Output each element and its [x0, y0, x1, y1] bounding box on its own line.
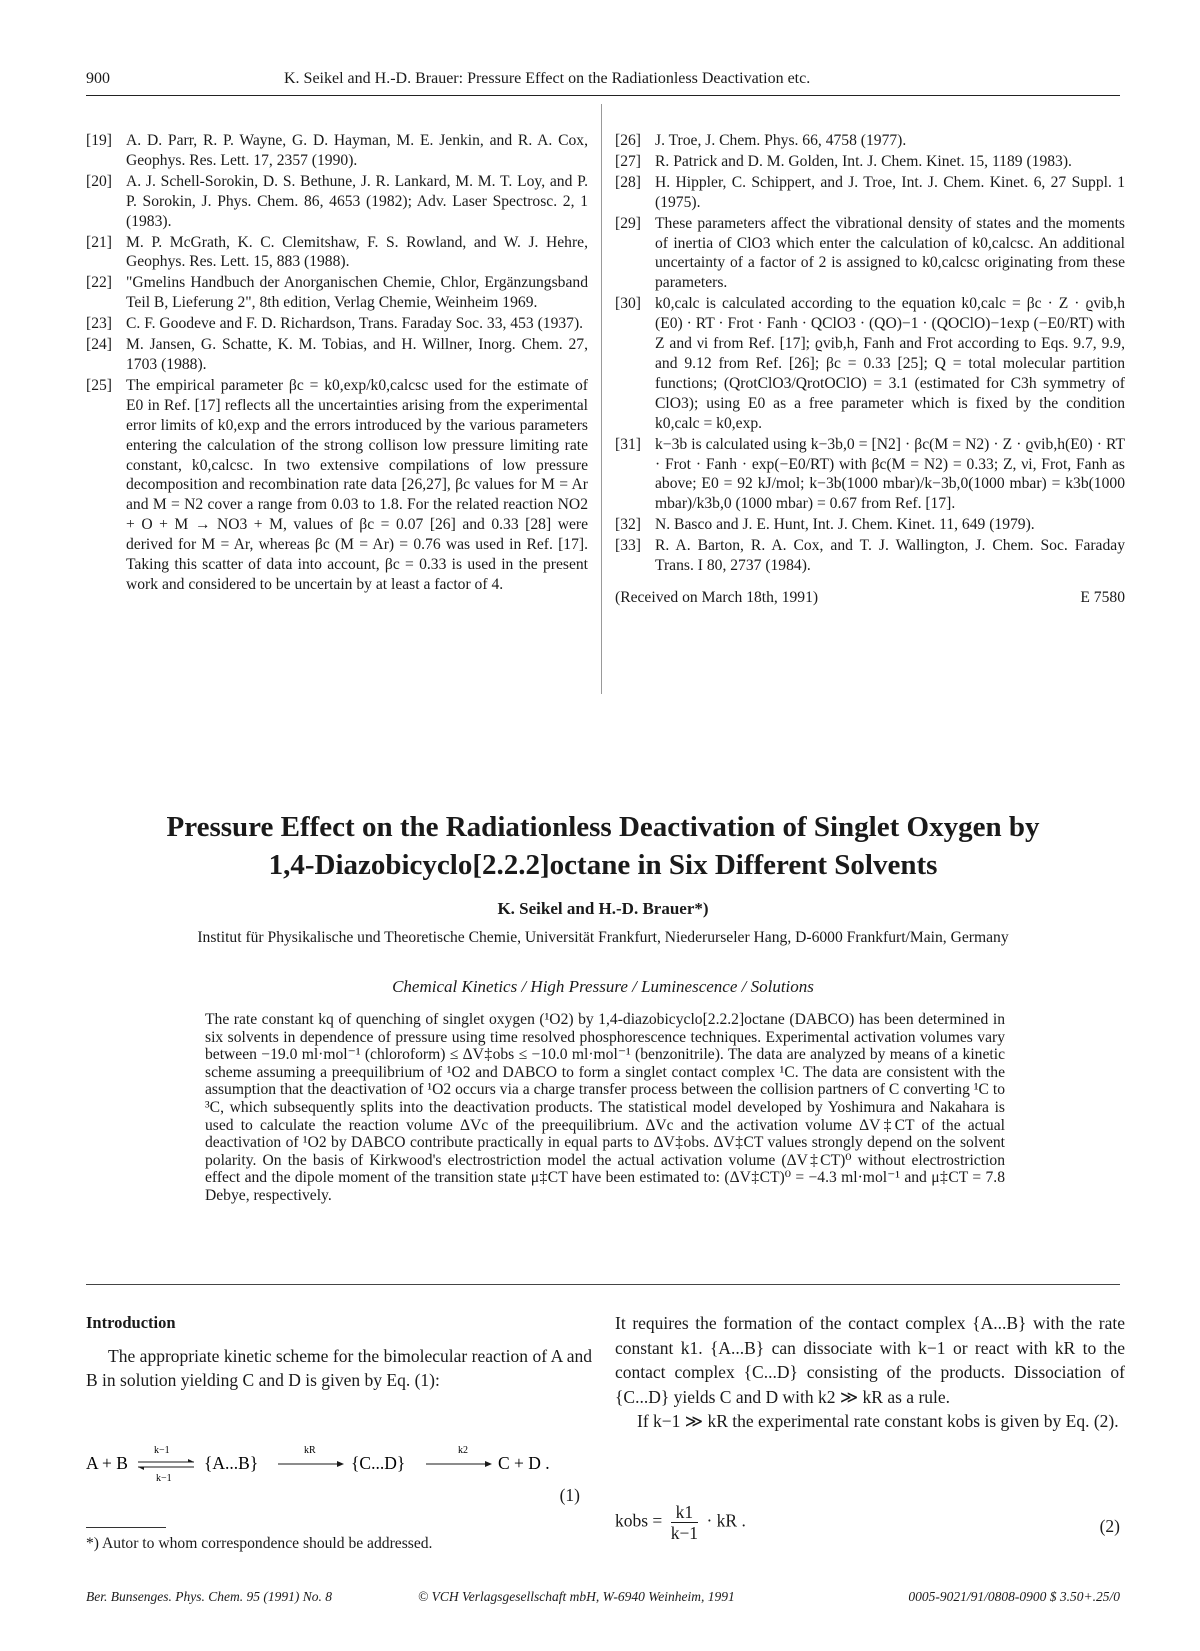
section-heading: Introduction [86, 1313, 176, 1332]
reference-item [86, 314, 588, 334]
article-affiliation: Institut für Physikalische und Theoretische Chemie, Universität Frankfurt, Niederurseler Hang, D-6000 Frankfurt/Main, Germany [197, 929, 1009, 946]
reference-item [86, 376, 588, 595]
eq1-products: C + D . [498, 1453, 550, 1473]
reference-number: [20] [86, 172, 112, 190]
reference-item [86, 273, 588, 313]
reference-text: M. Jansen, G. Schatte, K. M. Tobias, and H. Willner, Inorg. Chem. 27, 1703 (1988). [126, 336, 588, 373]
reference-item [615, 435, 1125, 515]
reference-text: A. D. Parr, R. P. Wayne, G. D. Hayman, M. E. Jenkin, and R. A. Cox, Geophys. Res. Lett. 17, 2357 (1990). [126, 132, 588, 169]
reference-number: [25] [86, 376, 112, 394]
reference-text: H. Hippler, C. Schippert, and J. Troe, Int. J. Chem. Kinet. 6, 27 Suppl. 1 (1975). [655, 173, 1125, 211]
eq2-fraction [671, 1502, 698, 1543]
equation-1-label: (1) [559, 1485, 580, 1505]
reference-number: [23] [86, 315, 112, 333]
footer-code: 0005-9021/91/0808-0900 $ 3.50+.25/0 [908, 1589, 1120, 1604]
reference-text: C. F. Goodeve and F. D. Richardson, Trans. Faraday Soc. 33, 453 (1937). [126, 315, 584, 333]
reference-number: [24] [86, 336, 112, 354]
reference-item [615, 131, 1125, 151]
received-line [615, 588, 1125, 608]
introduction-left [86, 1311, 592, 1393]
eq2-numerator: k1 [671, 1502, 698, 1523]
reference-item [615, 294, 1125, 433]
reference-text: The empirical parameter βc = k0,exp/k0,calcsc used for the estimate of E0 in Ref. [17] reflects all the uncertainties arising from the experimental error limits of k0,exp and the errors introduced by the various parameters entering the calculation of the strong collison low pressure limiting rate constant, k0,calcsc. In two extensive compilations of low pressure decomposition and recombination rate data [26,27], βc values for M = Ar and M = N2 cover a range from 0.03 to 1.8. For the related reaction NO2 + O + M → NO3 + M, values of βc = 0.07 [26] and 0.33 [28] were derived for M = Ar, whereas βc (M = Ar) = 0.76 was used in Ref. [17]. Taking this scatter of data into account, βc = 0.33 is used in the present work and considered to be uncertain by at least a factor of 4. [126, 376, 588, 593]
reference-text: "Gmelins Handbuch der Anorganischen Chemie, Chlor, Ergänzungsband Teil B, Lieferung 2", 8th edition, Verlag Chemie, Weinheim 1969. [126, 274, 588, 312]
eq1-complex-ab: {A...B} [204, 1453, 259, 1473]
reference-number: [29] [615, 214, 641, 232]
reference-number: [19] [86, 132, 112, 149]
equation-2 [615, 1502, 1120, 1552]
intro-paragraph: The appropriate kinetic scheme for the bimolecular reaction of A and B in solution yielding C and D is given by Eq. (1): [86, 1345, 592, 1390]
reference-number: [22] [86, 274, 112, 292]
reference-number: [30] [615, 295, 641, 313]
reference-item [615, 536, 1125, 576]
introduction-right [615, 1311, 1125, 1434]
running-title: K. Seikel and H.-D. Brauer: Pressure Effect on the Radiationless Deactivation etc. [284, 70, 811, 87]
reference-item [615, 515, 1125, 535]
forward-arrowhead-icon [188, 1459, 194, 1462]
reference-text: M. P. McGrath, K. C. Clemitshaw, F. S. Rowland, and W. J. Hehre, Geophys. Res. Lett. 15, 883 (1988). [126, 233, 588, 271]
reference-item [86, 172, 588, 232]
article-abstract: The rate constant kq of quenching of singlet oxygen (¹O2) by 1,4-diazobicyclo[2.2.2]octane (DABCO) has been determined in six solvents in dependence of pressure using time resolved phosphorescence techniques. Experimental activation volumes vary between −19.0 ml·mol⁻¹ (chloroform) ≤ ΔV‡obs ≤ −10.0 ml·mol⁻¹ (benzonitrile). The data are analyzed by means of a kinetic scheme assuming a preequilibrium of ¹O2 and DABCO to form a singlet contact complex ¹C. The data are consistent with the assumption that the deactivation of ¹O2 occurs via a charge transfer process between the collision partners of C converting ¹C to ³C, which subsequently splits into the deactivation products. The statistical model developed by Yoshimura and Nakahara is used to calculate the reaction volume ΔVc of the preequilibrium. ΔVc and the activation volume ΔV‡CT of the actual deactivation of ¹O2 by DABCO contribute practically in equal parts to ΔV‡obs. ΔV‡CT values strongly depend on the solvent polarity. On the basis of Kirkwood's electrostriction model the actual activation volume (ΔV‡CT)⁰ without electrostriction effect and the dipole moment of the transition state μ‡CT have been estimated to: (ΔV‡CT)⁰ = −4.3 ml·mol⁻¹ and μ‡CT = 7.8 Debye, respectively. [205, 1011, 1005, 1204]
reference-number: [33] [615, 537, 641, 555]
reference-number: [27] [615, 152, 641, 170]
article-title [86, 808, 1120, 884]
eq1-kr: kR [304, 1445, 316, 1456]
footer-publisher: © VCH Verlagsgesellschaft mbH, W-6940 Weinheim, 1991 [418, 1589, 735, 1604]
eq2-tail: · kR . [706, 1510, 746, 1531]
reference-number: [31] [615, 435, 641, 453]
references-left-column [86, 131, 588, 596]
footer-journal: Ber. Bunsenges. Phys. Chem. 95 (1991) No. 8 [86, 1589, 332, 1604]
reference-item [615, 214, 1125, 294]
reference-number: [32] [615, 516, 641, 534]
article-keywords: Chemical Kinetics / High Pressure / Luminescence / Solutions [392, 977, 814, 996]
reference-text: R. Patrick and D. M. Golden, Int. J. Chem. Kinet. 15, 1189 (1983). [655, 152, 1072, 170]
reaction-scheme [86, 1443, 556, 1483]
reference-text: N. Basco and J. E. Hunt, Int. J. Chem. Kinet. 11, 649 (1979). [655, 516, 1035, 534]
reference-text: These parameters affect the vibrational density of states and the moments of inertia of ClO3 which enter the calculation of k0,calcsc. An additional uncertainty of a factor of 2 is assigned to k0,calcsc originating from these parameters. [655, 214, 1125, 292]
reference-text: k−3b is calculated using k−3b,0 = [N2] · βc(M = N2) · Z · ϱvib,h(E0) · RT · Frot · Fanh · exp(−E0/RT) with βc(M = N2) = 0.33; Z, νi, Frot, Fanh as above; E0 = 92 kJ/mol; k−3b(1000 mbar)/k−3b,0(1000 mbar) = k3b(1000 mbar)/k3b,0 (1000 mbar) = 0.67 from Ref. [17]. [655, 435, 1125, 513]
article-title-line: 1,4-Diazobicyclo[2.2.2]octane in Six Different Solvents [268, 849, 938, 881]
kr-arrowhead-icon [337, 1461, 344, 1467]
intro-paragraph: If k−1 ≫ kR the experimental rate constant kobs is given by Eq. (2). [637, 1411, 1119, 1431]
header-rule [86, 95, 1120, 96]
reference-item [615, 152, 1125, 172]
eq2-denominator: k−1 [670, 1523, 699, 1543]
reference-item [615, 173, 1125, 213]
reference-item [86, 131, 588, 171]
received-date: (Received on March 18th, 1991) [615, 588, 819, 606]
reference-text: A. J. Schell-Sorokin, D. S. Bethune, J. R. Lankard, M. M. T. Loy, and P. P. Sorokin, J. Phys. Chem. 86, 4653 (1982); Adv. Laser Spectrosc. 2, 1 (1983). [126, 172, 588, 230]
reference-text: J. Troe, J. Chem. Phys. 66, 4758 (1977). [655, 132, 907, 149]
footnote: *) Autor to whom correspondence should be addressed. [86, 1535, 433, 1552]
footnote-rule [86, 1527, 166, 1528]
equation-1 [86, 1443, 586, 1505]
eq1-reactants: A + B [86, 1453, 128, 1473]
reference-number: [26] [615, 132, 641, 149]
reference-item [86, 233, 588, 273]
k2-arrowhead-icon [485, 1461, 492, 1467]
running-head [86, 70, 1120, 94]
references-right-column [615, 131, 1125, 608]
reference-text: k0,calc is calculated according to the equation k0,calc = βc · Z · ϱvib,h (E0) · RT · Frot · Fanh · QClO3 · (QO)−1 · (QOClO)−1exp (−E0/RT) with Z and νi from Ref. [17]; ϱvib,h, Fanh and Frot according to Eqs. 9.7, 9.9, and 9.12 from Ref. [26]; βc = 0.33 [25]; Q = total molecular partition functions; (QrotClO3/QrotOClO) = 3.1 (estimated for C3h symmetry of ClO3); using E0 as a free parameter which is fixed by the condition k0,calc = k0,exp. [655, 295, 1125, 432]
equation-2-label: (2) [1099, 1516, 1120, 1536]
page-number: 900 [86, 70, 110, 87]
reference-text: R. A. Barton, R. A. Cox, and T. J. Wallington, J. Chem. Soc. Faraday Trans. I 80, 2737 (1984). [655, 537, 1125, 575]
reference-number: [28] [615, 173, 641, 191]
reference-item [86, 335, 588, 375]
abstract-rule [86, 1284, 1120, 1285]
column-divider [601, 104, 602, 694]
eq1-complex-cd: {C...D} [351, 1453, 406, 1473]
back-arrowhead-icon [138, 1467, 144, 1470]
article-authors: K. Seikel and H.-D. Brauer*) [497, 899, 709, 918]
article-title-line: Pressure Effect on the Radiationless Deactivation of Singlet Oxygen by [166, 811, 1040, 843]
manuscript-code: E 7580 [1080, 588, 1125, 606]
intro-paragraph: It requires the formation of the contact complex {A...B} with the rate constant k1. {A...B} can dissociate with k−1 or react with kR to the contact complex {C...D} consisting of the products. Dissociation of {C...D} yields C and D with k2 ≫ kR as a rule. [615, 1313, 1125, 1407]
eq1-k-back: k−1 [156, 1473, 172, 1483]
reference-number: [21] [86, 233, 112, 251]
eq1-k-forward: k−1 [154, 1445, 170, 1456]
eq1-k2: k2 [458, 1445, 468, 1456]
eq2-lhs: kobs = [615, 1510, 663, 1531]
